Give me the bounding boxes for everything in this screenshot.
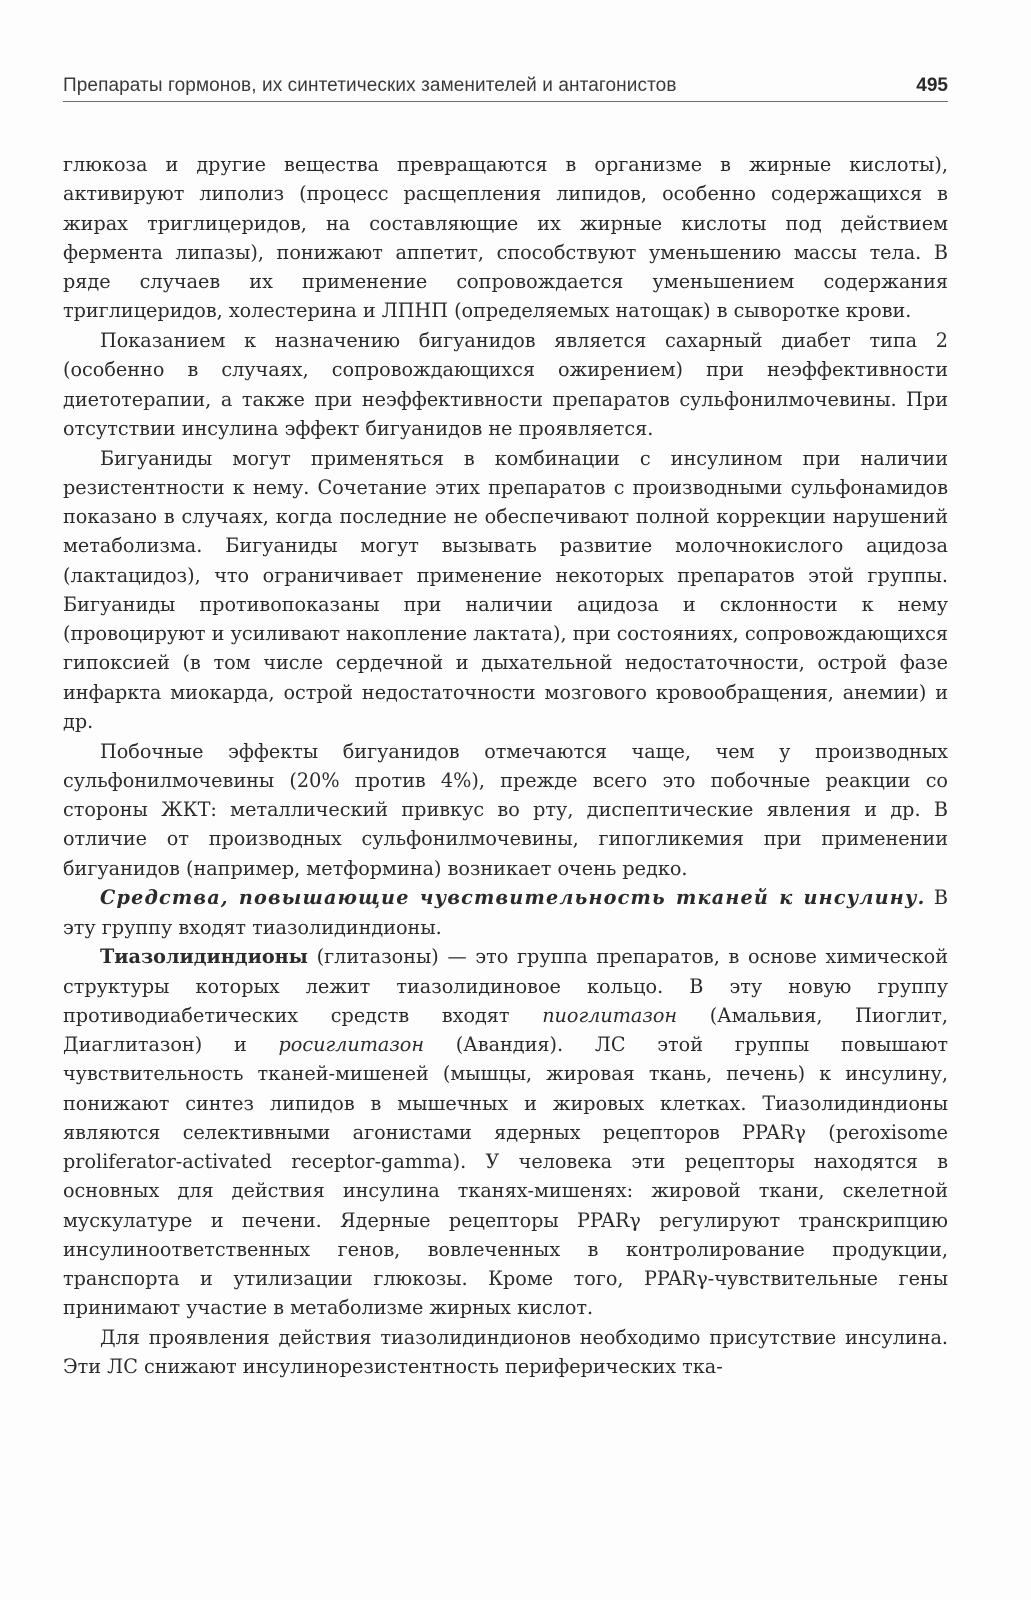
paragraph-7: Для проявления действия тиазолидиндионов необходимо присутствие инсулина. Эти ЛС снижают инсулинорезистентность периферических тка-: [63, 1326, 948, 1379]
term-thiazolidinediones: Тиазолидиндионы: [100, 945, 308, 969]
paragraph-6-text-a: (глитазоны) — это группа препаратов, в основе химической структуры которых лежит тиазолидиновое кольцо. В эту новую группу противодиабетических средств входят: [63, 945, 948, 1027]
page-number: 495: [916, 75, 948, 96]
drug-name-rosiglitazone: росиглитазон: [278, 1033, 424, 1056]
paragraph-6-text-b: (Амальвия, Пиоглит, Диаглитазон) и: [63, 1003, 948, 1056]
paragraph-6-text-c: (Авандия). ЛС этой группы повышают чувствительность тканей-мишеней (мышцы, жировая ткань, печень) к инсулину, понижают синтез липидов в мышечных и жировых клетках. Тиазолидиндионы являются селективными агонистами ядерных рецепторов PPARγ (peroxisome proliferator-activated receptor-gamma). У человека эти рецепторы находятся в основных для действия инсулина тканях-мишенях: жировой ткани, скелетной мускулатуре и печени. Ядерные рецепторы PPARγ регулируют транскрипцию инсулиноответственных генов, вовлеченных в контролирование продукции, транспорта и утилизации глюкозы. Кроме того, PPARγ-чувствительные гены принимают участие в метаболизме жирных кислот.: [63, 1033, 948, 1320]
running-header-title: Препараты гормонов, их синтетических заменителей и антагонистов: [63, 75, 677, 96]
paragraph-5: [63, 883, 948, 942]
paragraph-6: [63, 942, 948, 1322]
drug-name-pioglitazone: пиоглитазон: [542, 1003, 678, 1027]
section-heading: Средства, повышающие чувствительность тканей к инсулину.: [100, 886, 926, 910]
paragraph-5-text: В эту группу входят тиазолидиндионы.: [63, 886, 949, 939]
paragraph-1: глюкоза и другие вещества превращаются в организме в жирные кислоты), активируют липолиз (процесс расщепления липидов, особенно содержащихся в жирах триглицеридов, на составляющие их жирные кислоты под действием фермента липазы), понижают аппетит, способствуют уменьшению массы тела. В ряде случаев их применение сопровождается уменьшением содержания триглицеридов, холестерина и ЛПНП (определяемых натощак) в сыворотке крови.: [63, 153, 948, 323]
running-header: [63, 72, 948, 102]
paragraph-4: Побочные эффекты бигуанидов отмечаются чаще, чем у производных сульфонилмочевины (20% против 4%), прежде всего это побочные реакции со стороны ЖКТ: металлический привкус во рту, диспептические явления и др. В отличие от производных сульфонилмочевины, гипогликемия при применении бигуанидов (например, метформина) возникает очень редко.: [63, 739, 948, 880]
body-text: [63, 150, 948, 1382]
paragraph-3: Бигуаниды могут применяться в комбинации с инсулином при наличии резистентности к нему. Сочетание этих препаратов с производными сульфонамидов показано в случаях, когда последние не обеспечивают полной коррекции нарушений метаболизма. Бигуаниды могут вызывать развитие молочнокислого ацидоза (лактацидоз), что ограничивает применение некоторых препаратов этой группы. Бигуаниды противопоказаны при наличии ацидоза и склонности к нему (провоцируют и усиливают накопление лактата), при состояниях, сопровождающихся гипоксией (в том числе сердечной и дыхательной недостаточности, острой фазе инфаркта миокарда, острой недостаточности мозгового кровообращения, анемии) и др.: [63, 446, 948, 733]
paragraph-2: Показанием к назначению бигуанидов является сахарный диабет типа 2 (особенно в случаях, сопровождающихся ожирением) при неэффективности диетотерапии, а также при неэффективности препаратов сульфонилмочевины. При отсутствии инсулина эффект бигуанидов не проявляется.: [63, 329, 948, 440]
